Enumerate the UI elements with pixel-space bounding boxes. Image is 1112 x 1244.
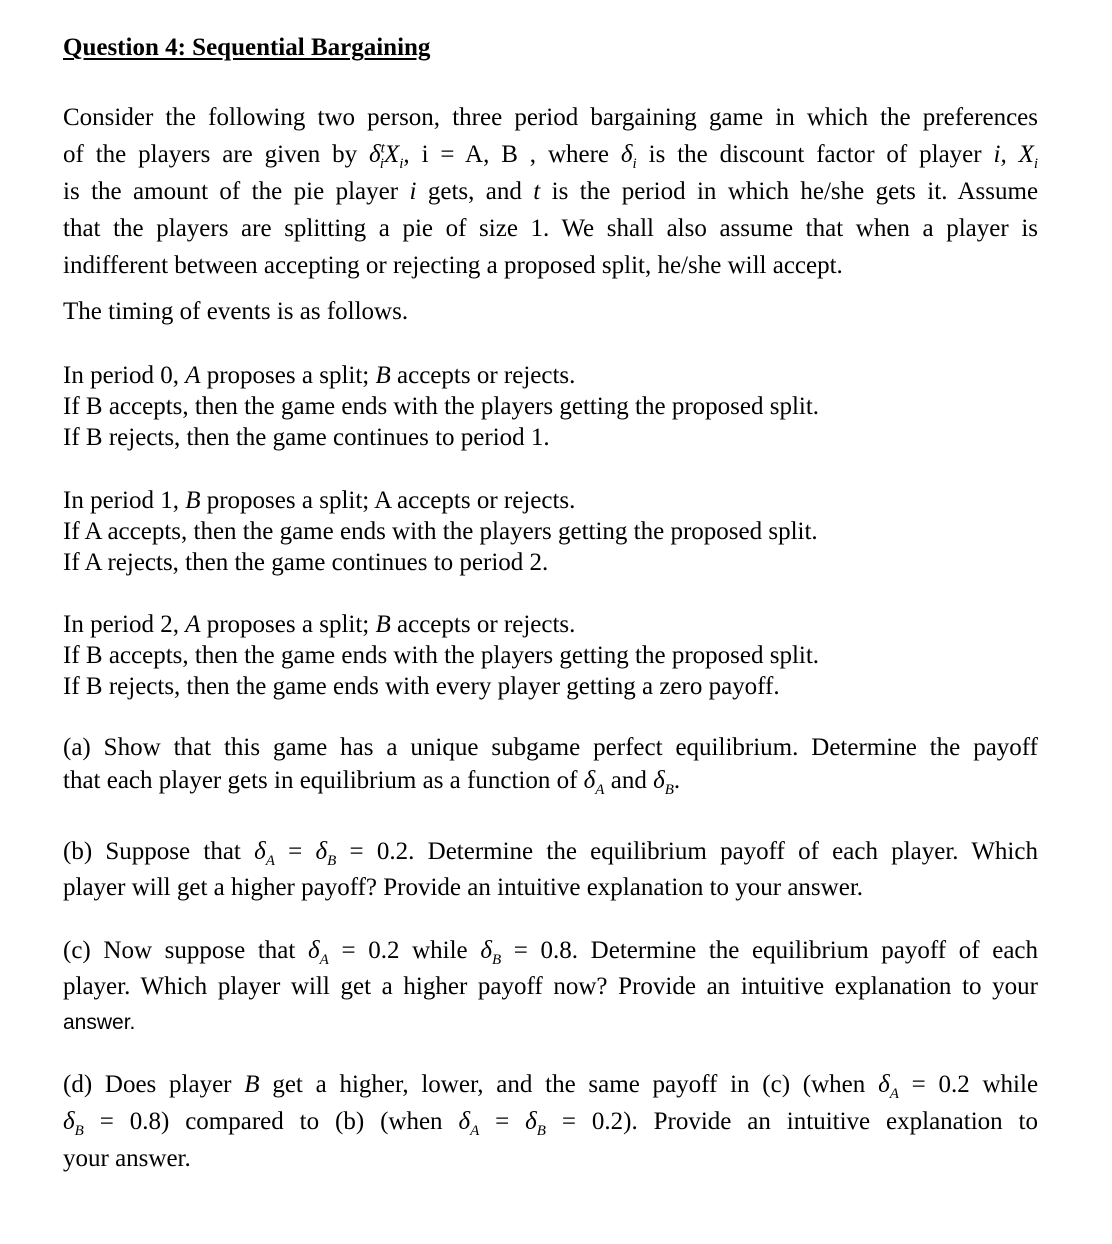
intro-line-5: indifferent between accepting or rejecting a proposed split, he/she will accept. xyxy=(63,252,843,279)
question-b-line-1: (b) Suppose that $\delta_A = \delta_B = 0.2$. Determine the equilibrium payoff of each player. Which xyxy=(63,838,1038,869)
period-0-block xyxy=(63,360,1038,453)
period-2-line-3: If B rejects, then the game ends with every player getting a zero payoff. xyxy=(63,673,780,700)
intro-line-2: of the players are given by $\delta^t_iX_i$, i = A, B , where $\delta_i$ is the discount factor of player i, $X_i$ xyxy=(63,140,1039,172)
period-2-block xyxy=(63,609,1038,702)
intro-line-1: Consider the following two person, three period bargaining game in which the preferences xyxy=(63,104,1038,131)
question-d xyxy=(63,1066,1038,1177)
intro-line-3: is the amount of the pie player i gets, and t is the period in which he/she gets it. Assume xyxy=(63,178,1039,205)
intro-paragraph xyxy=(63,99,1038,284)
intro-line-4: that the players are splitting a pie of size 1. We shall also assume that when a player is xyxy=(63,215,1038,242)
question-c-line-2: player. Which player will get a higher payoff now? Provide an intuitive explanation to your xyxy=(63,973,1038,1000)
x-i: $X_i$ xyxy=(1018,141,1039,172)
question-a xyxy=(63,731,1038,797)
period-2-line-1: In period 2, A proposes a split; B accepts or rejects. xyxy=(63,611,576,638)
question-b-line-2: player will get a higher payoff? Provide an intuitive explanation to your answer. xyxy=(63,874,864,901)
question-a-line-2: that each player gets in equilibrium as a function of $\delta_A$ and $\delta_B$. xyxy=(63,767,681,798)
period-0-line-1: In period 0, A proposes a split; B accepts or rejects. xyxy=(63,362,576,389)
period-1-line-3: If A rejects, then the game continues to period 2. xyxy=(63,549,549,576)
period-0-line-2: If B accepts, then the game ends with the players getting the proposed split. xyxy=(63,393,820,420)
question-title: Question 4: Sequential Bargaining xyxy=(63,34,431,61)
question-d-line-1: (d) Does player B get a higher, lower, and the same payoff in (c) (when $\delta_A = 0.2$ while xyxy=(63,1071,1039,1102)
period-1-block xyxy=(63,485,1038,578)
question-b xyxy=(63,834,1038,906)
question-c-line-1: (c) Now suppose that $\delta_A = 0.2$ while $\delta_B = 0.8$. Determine the equilibrium payoff of each xyxy=(63,937,1039,968)
period-1-line-2: If A accepts, then the game ends with the players getting the proposed split. xyxy=(63,518,818,545)
timing-intro: The timing of events is as follows. xyxy=(63,298,409,325)
question-d-line-3: your answer. xyxy=(63,1145,191,1172)
question-a-line-1: (a) Show that this game has a unique subgame perfect equilibrium. Determine the payoff xyxy=(63,734,1038,761)
question-c xyxy=(63,933,1038,1041)
preference-formula: $\delta^t_iX_i$, i = A, B , xyxy=(369,140,537,172)
question-c-line-3: answer. xyxy=(63,1011,136,1034)
delta-i: $\delta_i$ xyxy=(620,141,637,172)
period-2-line-2: If B accepts, then the game ends with the players getting the proposed split. xyxy=(63,642,820,669)
question-d-line-2: $\delta_B = 0.8$) compared to (b) (when $\delta_A = \delta_B = 0.2$). Provide an intuitive explanation to xyxy=(63,1108,1039,1139)
period-0-line-3: If B rejects, then the game continues to period 1. xyxy=(63,424,550,451)
period-1-line-1: In period 1, B proposes a split; A accepts or rejects. xyxy=(63,487,576,514)
